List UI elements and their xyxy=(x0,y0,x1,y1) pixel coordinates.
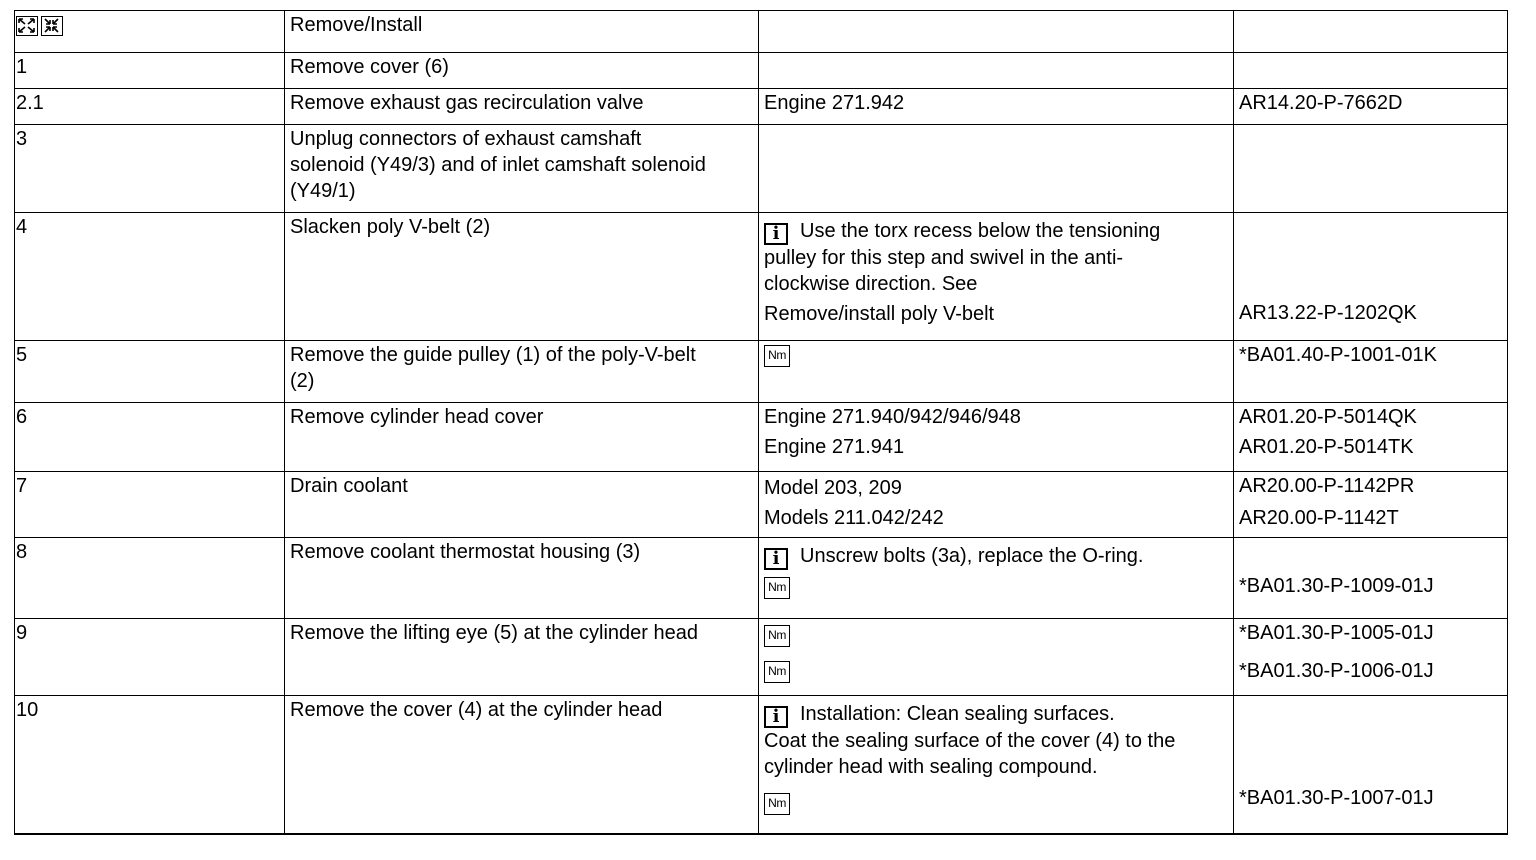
step-number: 4 xyxy=(15,213,285,341)
step-action: Remove the guide pulley (1) of the poly-V-belt (2) xyxy=(285,341,759,403)
see-link[interactable]: Remove/install poly V-belt xyxy=(764,303,995,325)
table-row xyxy=(15,89,1508,125)
table-row xyxy=(15,125,1508,213)
step-note: i Use the torx recess below the tensioning pulley for this step and swivel in the anti- clockwise direction. See Remove/install poly V-belt xyxy=(759,213,1234,341)
collapse-all-icon[interactable] xyxy=(41,16,63,36)
reference-link[interactable]: AR14.20-P-7662D xyxy=(1234,89,1508,125)
reference-link[interactable]: AR20.00-P-1142PR AR20.00-P-1142T xyxy=(1234,472,1508,538)
reference-link[interactable]: *BA01.30-P-1009-01J xyxy=(1234,538,1508,619)
table-row xyxy=(15,213,1508,341)
step-note: Engine 271.940/942/946/948 Engine 271.941 xyxy=(759,403,1234,472)
step-note: Model 203, 209 Models 211.042/242 xyxy=(759,472,1234,538)
step-number: 7 xyxy=(15,472,285,538)
step-action: Remove cover (6) xyxy=(285,53,759,89)
torque-icon[interactable]: Nm xyxy=(764,625,790,647)
reference-link[interactable]: *BA01.40-P-1001-01K xyxy=(1234,341,1508,403)
step-number: 1 xyxy=(15,53,285,89)
step-action: Remove exhaust gas recirculation valve xyxy=(285,89,759,125)
reference-link[interactable]: *BA01.30-P-1007-01J xyxy=(1234,696,1508,834)
info-icon: i xyxy=(764,223,788,245)
step-number: 6 xyxy=(15,403,285,472)
table-row xyxy=(15,538,1508,619)
table-row xyxy=(15,53,1508,89)
step-number: 9 xyxy=(15,619,285,696)
step-number: 10 xyxy=(15,696,285,834)
step-note: Engine 271.942 xyxy=(759,89,1234,125)
expand-collapse-cell xyxy=(15,11,285,53)
expand-all-icon[interactable] xyxy=(16,16,38,36)
step-number: 8 xyxy=(15,538,285,619)
step-action: Unplug connectors of exhaust camshaft solenoid (Y49/3) and of inlet camshaft solenoid (Y49/1) xyxy=(285,125,759,213)
table-row xyxy=(15,341,1508,403)
torque-icon[interactable]: Nm xyxy=(764,345,790,367)
step-number: 2.1 xyxy=(15,89,285,125)
table-row xyxy=(15,619,1508,696)
table-row xyxy=(15,696,1508,834)
procedure-table xyxy=(14,10,1508,835)
info-icon: i xyxy=(764,706,788,728)
step-action: Drain coolant xyxy=(285,472,759,538)
reference-link[interactable]: *BA01.30-P-1005-01J *BA01.30-P-1006-01J xyxy=(1234,619,1508,696)
step-number: 5 xyxy=(15,341,285,403)
step-action: Remove the lifting eye (5) at the cylinder head xyxy=(285,619,759,696)
reference-link[interactable]: AR01.20-P-5014QK AR01.20-P-5014TK xyxy=(1234,403,1508,472)
step-note: i Installation: Clean sealing surfaces. Coat the sealing surface of the cover (4) to the cylinder head with sealing compound. Nm xyxy=(759,696,1234,834)
table-row xyxy=(15,403,1508,472)
torque-icon[interactable]: Nm xyxy=(764,661,790,683)
table-row xyxy=(15,472,1508,538)
step-note xyxy=(759,619,1234,696)
header-title: Remove/Install xyxy=(285,11,759,53)
step-action: Remove cylinder head cover xyxy=(285,403,759,472)
reference-link[interactable]: AR13.22-P-1202QK xyxy=(1234,213,1508,341)
torque-icon[interactable]: Nm xyxy=(764,793,790,815)
step-action: Remove the cover (4) at the cylinder head xyxy=(285,696,759,834)
torque-icon[interactable]: Nm xyxy=(764,577,790,599)
table-header-row xyxy=(15,11,1508,53)
info-icon: i xyxy=(764,548,788,570)
step-number: 3 xyxy=(15,125,285,213)
step-action: Slacken poly V-belt (2) xyxy=(285,213,759,341)
step-note xyxy=(759,341,1234,403)
step-action: Remove coolant thermostat housing (3) xyxy=(285,538,759,619)
step-note: i Unscrew bolts (3a), replace the O-ring. Nm xyxy=(759,538,1234,619)
